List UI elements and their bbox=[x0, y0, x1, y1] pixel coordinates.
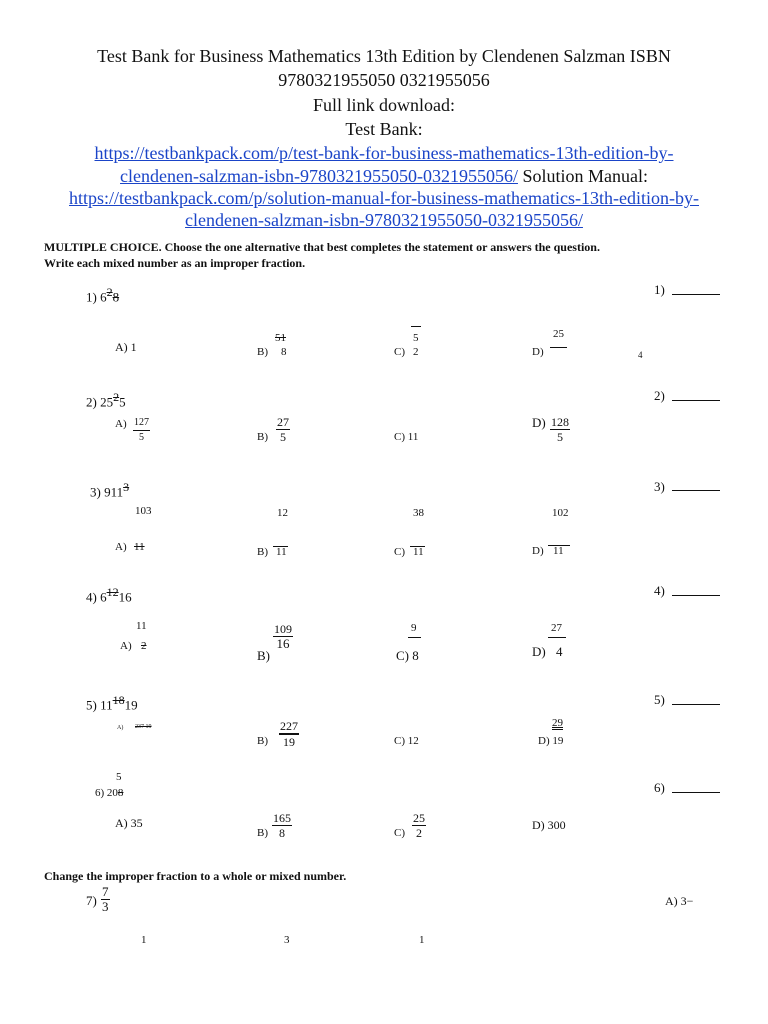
q2-a-num: 127 bbox=[133, 416, 150, 431]
q5-option-a-value: 237 19 bbox=[135, 724, 152, 730]
q5-option-c: C) 12 bbox=[394, 735, 419, 747]
test-bank-link-cont[interactable]: clendenen-salzman-isbn-9780321955050-0321955056/ bbox=[120, 166, 518, 186]
answer-blank-1[interactable] bbox=[672, 294, 720, 295]
q7-numeral-2: 3 bbox=[284, 934, 290, 946]
q4-d-bar bbox=[548, 637, 566, 638]
test-bank-link-line1 bbox=[0, 141, 768, 165]
q6-c-num: 25 bbox=[413, 811, 425, 825]
answer-blank-6[interactable] bbox=[672, 792, 720, 793]
question-1 bbox=[86, 285, 119, 305]
answer-number-6: 6) bbox=[654, 780, 665, 795]
question-3 bbox=[90, 480, 129, 500]
q1-option-b-den: 8 bbox=[281, 346, 287, 358]
q2-d-num: 128 bbox=[551, 415, 569, 429]
q4-option-b-label: B) bbox=[257, 648, 270, 663]
q1-option-c-den: 2 bbox=[413, 346, 419, 358]
q6-c-den: 2 bbox=[416, 826, 422, 840]
q4-option-c-num: 9 bbox=[411, 622, 417, 634]
q1-option-c-label: C) bbox=[394, 346, 405, 358]
q1-stray-digit: 4 bbox=[638, 350, 643, 360]
q4-c-bar bbox=[408, 637, 421, 638]
q5-b-den: 19 bbox=[283, 735, 295, 749]
q7-den: 3 bbox=[102, 899, 109, 914]
q7-numeral-3: 1 bbox=[419, 934, 425, 946]
mc-subinstructions: Write each mixed number as an improper fraction. bbox=[44, 256, 306, 270]
test-bank-label: Test Bank: bbox=[345, 119, 423, 139]
q1-num: 2 bbox=[106, 285, 113, 299]
q4-option-b-frac bbox=[273, 622, 293, 651]
solution-link-line2 bbox=[0, 208, 768, 232]
q4-whole: 4) 6 bbox=[86, 589, 107, 605]
q3-option-b-den: 11 bbox=[276, 546, 287, 558]
q5-num: 18 bbox=[112, 693, 125, 707]
q4-option-d-den: 4 bbox=[556, 644, 563, 659]
answer-blank-2[interactable] bbox=[672, 400, 720, 401]
q5-option-b-frac bbox=[279, 719, 299, 749]
question-4 bbox=[86, 585, 132, 605]
q3-option-d-label: D) bbox=[532, 545, 544, 557]
q7-num: 7 bbox=[102, 884, 109, 899]
q3-option-d-num: 102 bbox=[552, 507, 569, 519]
q2-whole: 2) 25 bbox=[86, 394, 114, 410]
q6-option-c-label: C) bbox=[394, 827, 405, 839]
q2-b-num: 27 bbox=[277, 415, 289, 429]
q5-option-b-label: B) bbox=[257, 735, 268, 747]
q2-option-d-label: D) bbox=[532, 415, 546, 430]
q7-option-a: A) 3− bbox=[665, 894, 694, 908]
full-link-label: Full link download: bbox=[312, 95, 455, 115]
q2-b-den: 5 bbox=[280, 430, 286, 444]
q3-whole: 3) 911 bbox=[90, 484, 124, 500]
q6-den: 8 bbox=[117, 787, 124, 799]
question-7-frac bbox=[101, 885, 110, 914]
q6-option-a: A) 35 bbox=[115, 816, 143, 830]
question-7-label: 7) bbox=[86, 893, 97, 908]
q5-option-a-label: A) bbox=[117, 725, 124, 731]
q6-fraction-num: 5 bbox=[116, 771, 122, 783]
q3-option-b-label: B) bbox=[257, 546, 268, 558]
q4-option-a-num: 11 bbox=[136, 620, 147, 632]
solution-manual-link[interactable]: https://testbankpack.com/p/solution-manual-for-business-mathematics-13th-edition-by- bbox=[69, 188, 699, 208]
q3-option-d-den: 11 bbox=[553, 545, 564, 557]
q5-option-d-num: 29 bbox=[552, 717, 563, 729]
q3-option-c-label: C) bbox=[394, 546, 405, 558]
q2-a-den: 5 bbox=[139, 432, 144, 443]
q2-option-a-label: A) bbox=[115, 418, 127, 430]
q1-option-b-label: B) bbox=[257, 346, 268, 358]
q4-den: 16 bbox=[118, 589, 132, 605]
question-2 bbox=[86, 390, 126, 410]
q3-num: 3 bbox=[123, 480, 130, 494]
q4-num: 12 bbox=[106, 585, 119, 599]
answer-number-5: 5) bbox=[654, 692, 665, 707]
answer-blank-4[interactable] bbox=[672, 595, 720, 596]
q5-option-d-label: D) 19 bbox=[538, 735, 564, 747]
q3-option-c-den: 11 bbox=[413, 546, 424, 558]
q2-option-b-label: B) bbox=[257, 431, 268, 443]
answer-blank-5[interactable] bbox=[672, 704, 720, 705]
q6-option-b-frac bbox=[272, 811, 292, 840]
answer-number-1: 1) bbox=[654, 282, 665, 297]
q1-option-d-num: 25 bbox=[553, 328, 564, 340]
q1-den: 8 bbox=[112, 289, 120, 305]
q6-b-num: 165 bbox=[273, 811, 291, 825]
q5-whole: 5) 11 bbox=[86, 697, 113, 713]
q3-option-a-num: 103 bbox=[135, 505, 152, 517]
q2-num: 2 bbox=[113, 390, 120, 404]
question-6 bbox=[95, 787, 123, 799]
q5-b-num: 227 bbox=[280, 719, 298, 733]
solution-manual-label: Solution Manual: bbox=[517, 166, 648, 186]
q3-option-b-num: 12 bbox=[277, 507, 288, 519]
q6-option-d: D) 300 bbox=[532, 818, 566, 832]
question-5 bbox=[86, 693, 138, 713]
q7-numeral-1: 1 bbox=[141, 934, 147, 946]
q4-b-den: 16 bbox=[276, 636, 290, 651]
q4-option-a-label: A) bbox=[120, 640, 132, 652]
improper-fraction-instructions: Change the improper fraction to a whole or mixed number. bbox=[44, 869, 347, 883]
solution-link-line1 bbox=[0, 186, 768, 210]
q2-option-d-frac bbox=[550, 415, 570, 444]
q2-d-den: 5 bbox=[557, 430, 563, 444]
q1-option-c-num: 5 bbox=[413, 332, 419, 344]
q1-whole: 1) 6 bbox=[86, 289, 107, 305]
q2-option-b-frac bbox=[276, 415, 290, 444]
q1-c-bar bbox=[411, 326, 421, 327]
q3-option-c-num: 38 bbox=[413, 507, 424, 519]
q1-option-a: A) 1 bbox=[115, 340, 137, 354]
q4-option-a-den: 2 bbox=[141, 640, 147, 652]
q6-whole: 6) 20 bbox=[95, 787, 118, 799]
q1-option-d-label: D) bbox=[532, 346, 544, 358]
doc-title-line2: 9780321955050 0321955056 bbox=[278, 70, 490, 90]
q6-b-den: 8 bbox=[279, 826, 285, 840]
q6-option-c-frac bbox=[412, 811, 426, 840]
q2-option-c: C) 11 bbox=[394, 431, 419, 443]
q4-option-c: C) 8 bbox=[396, 648, 419, 663]
answer-blank-3[interactable] bbox=[672, 490, 720, 491]
solution-manual-link-cont[interactable]: clendenen-salzman-isbn-9780321955050-0321955056/ bbox=[185, 210, 583, 230]
test-bank-link[interactable]: https://testbankpack.com/p/test-bank-for-business-mathematics-13th-edition-by- bbox=[94, 143, 674, 163]
q4-b-num: 109 bbox=[274, 622, 292, 636]
q3-option-a-label: A) bbox=[115, 541, 127, 553]
q2-option-a-frac bbox=[133, 416, 150, 445]
test-bank-link-line2 bbox=[0, 164, 768, 188]
doc-title-line1: Test Bank for Business Mathematics 13th Edition by Clendenen Salzman ISBN bbox=[97, 46, 671, 66]
q1-d-bar bbox=[550, 347, 567, 348]
q1-option-b-num: 51 bbox=[275, 332, 286, 344]
q3-option-a-den: 11 bbox=[134, 541, 145, 553]
q4-option-d-label: D) bbox=[532, 644, 546, 659]
q2-den: 5 bbox=[119, 394, 126, 410]
q6-option-b-label: B) bbox=[257, 827, 268, 839]
mc-instructions: MULTIPLE CHOICE. Choose the one alternative that best completes the statement or answers the question. bbox=[44, 240, 600, 254]
answer-number-3: 3) bbox=[654, 479, 665, 494]
q4-option-d-num: 27 bbox=[551, 622, 562, 634]
answer-number-4: 4) bbox=[654, 583, 665, 598]
q5-den: 19 bbox=[124, 697, 138, 713]
answer-number-2: 2) bbox=[654, 388, 665, 403]
